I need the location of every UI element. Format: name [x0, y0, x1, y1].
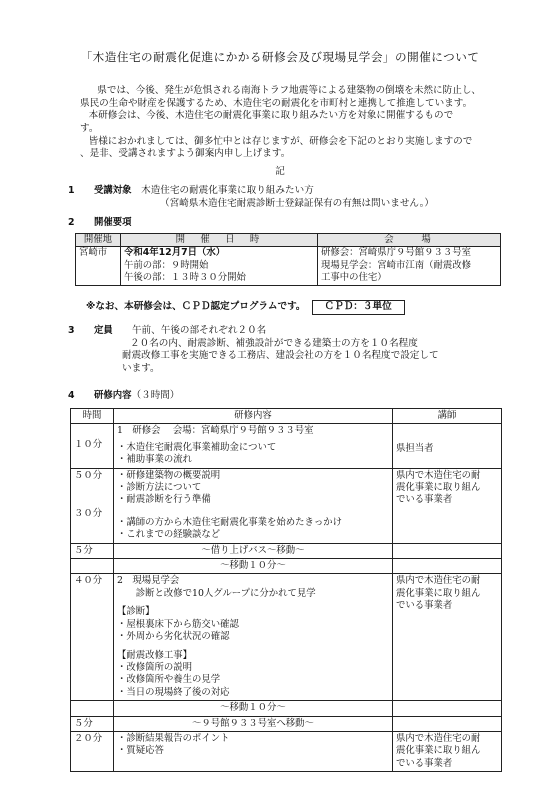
lecturer-value: 県担当者	[396, 443, 434, 455]
section-2-heading	[68, 217, 132, 229]
lecturer-line: 県内で木造住宅の耐	[396, 732, 481, 744]
section-1	[68, 185, 508, 210]
col-header: 時間	[71, 409, 114, 424]
section-heading: 研修内容	[94, 390, 132, 401]
cpd-note: ※なお、本研修会は、ＣＰＤ認定プログラムです。	[86, 301, 306, 312]
col-header: 開 催 日 時	[121, 234, 318, 247]
lecturer-line: でいる事業者	[396, 757, 453, 769]
col-header: 会 場	[318, 234, 501, 247]
intro-line: 本研修会は、今後、木造住宅の耐震化事業に取り組みたい方を対象に開催するもので	[88, 110, 454, 122]
event-table	[75, 233, 501, 286]
program-line: 【診断】	[117, 606, 155, 618]
time-cell	[71, 424, 114, 468]
event-date: 令和4年12月7日（水）	[124, 247, 226, 259]
program-line: 1 研修会 会場：宮崎県庁９号館９３３号室	[117, 425, 314, 437]
table-row	[71, 716, 502, 731]
event-am: 午前の部：９時開始	[124, 259, 209, 271]
program-line: ・診断方法について	[117, 482, 202, 494]
program-line: ・補助事業の流れ	[117, 454, 193, 466]
content-cell	[114, 468, 393, 543]
event-pm: 午後の部：１３時３０分開始	[124, 272, 246, 284]
time-cell: ２０分	[71, 731, 114, 771]
intro-line: 県では、今後、発生が危惧される南海トラフ地震等による建築物の倒壊を未然に防止し、	[97, 85, 482, 96]
lecturer-cell	[393, 424, 502, 468]
content-cell: ～借り上げバス～移動～	[114, 543, 393, 558]
section-heading: 受講対象	[94, 185, 132, 196]
program-line: ・これまでの経験談など	[117, 529, 221, 541]
table-row	[71, 559, 502, 574]
program-line: ・講師の方から木造住宅耐震化事業を始めたきっかけ	[117, 516, 343, 528]
ki-heading: 記	[275, 166, 285, 177]
lecturer-line: でいる事業者	[396, 600, 453, 612]
program-line: 2 現場見学会	[117, 575, 180, 587]
lecturer-line: 県内で木造住宅の耐	[396, 575, 481, 587]
time-value: ５０分	[74, 469, 103, 481]
time-cell: ４０分	[71, 574, 114, 701]
section-number: 3	[68, 325, 75, 336]
time-value: １０分	[74, 439, 103, 451]
time-cell	[71, 559, 114, 574]
table-row	[71, 543, 502, 558]
table-row	[71, 424, 502, 468]
section-3	[68, 325, 508, 376]
program-line: ・質疑応答	[117, 745, 164, 757]
content-cell	[114, 731, 393, 771]
section-note: （宮崎県木造住宅耐震診断士登録証保有の有無は問いません。）	[160, 197, 434, 209]
program-line: 【耐震改修工事】	[117, 649, 193, 661]
program-line: 診断と改修で10人グループに分かれて見学	[117, 587, 316, 599]
capacity-line: 午前、午後の部それぞれ２０名	[131, 325, 267, 336]
lecturer-cell	[393, 731, 502, 771]
page-title: 「木造住宅の耐震化促進にかかる研修会及び現場見学会」の開催について	[80, 50, 480, 64]
lecturer-line: 震化事業に取り組ん	[396, 745, 481, 757]
content-cell: ～９号館９３３号室へ移動～	[114, 716, 393, 731]
lecturer-line: 県内で木造住宅の耐	[396, 469, 481, 481]
section-number: 4	[68, 390, 75, 401]
content-cell	[114, 574, 393, 701]
time-cell	[71, 701, 114, 716]
section-subheading: （３時間）	[131, 390, 180, 401]
program-line: ・当日の現場終了後の対応	[117, 686, 230, 698]
section-number: 1	[68, 185, 75, 196]
program-line: ・木造住宅耐震化事業補助金について	[117, 441, 277, 453]
time-cell: ５分	[71, 543, 114, 558]
lecturer-cell	[393, 543, 502, 558]
program-table	[70, 408, 502, 772]
venue-line: 工事中の住宅）	[321, 272, 387, 284]
section-number: 2	[68, 217, 75, 228]
lecturer-line: でいる事業者	[396, 494, 453, 506]
content-cell	[114, 424, 393, 468]
intro-line: す。	[80, 122, 99, 134]
program-line: ・耐震診断を行う準備	[117, 494, 211, 506]
table-row	[71, 468, 502, 543]
program-line: ・改修箇所や養生の見学	[117, 674, 221, 686]
intro-line: 、是非、受講されますよう御案内申し上げます。	[80, 148, 291, 160]
time-cell: ５分	[71, 716, 114, 731]
lecturer-cell	[393, 574, 502, 701]
lecturer-line: 震化事業に取り組ん	[396, 482, 481, 494]
table-row	[71, 701, 502, 716]
section-heading: 定員	[94, 325, 113, 336]
lecturer-cell	[393, 701, 502, 716]
program-line: ・改修箇所の説明	[117, 661, 193, 673]
content-cell: ～移動１０分～	[114, 701, 393, 716]
time-cell	[71, 468, 114, 543]
lecturer-cell	[393, 468, 502, 543]
intro-line: 皆様におかれましては、御多忙中とは存じますが、研修会を下記のとおり実施しますので	[88, 135, 473, 147]
program-line: ・診断結果報告のポイント	[117, 732, 230, 744]
lecturer-line: 震化事業に取り組ん	[396, 587, 481, 599]
intro-line: 県民の生命や財産を保護するため、木造住宅の耐震化を市町村と連携して推進しています。	[80, 97, 473, 109]
col-header: 講師	[393, 409, 502, 424]
program-line: ・屋根裏床下から筋交い確認	[117, 618, 239, 630]
event-place: 宮崎市	[76, 247, 121, 285]
section-4-heading	[68, 390, 179, 403]
section-heading: 開催要項	[94, 217, 132, 228]
program-line: ・外周から劣化状況の確認	[117, 631, 230, 643]
lecturer-cell	[393, 716, 502, 731]
content-cell: ～移動１０分～	[114, 559, 393, 574]
time-value: ３０分	[74, 508, 103, 520]
capacity-line: 耐震改修工事を実施できる工務店、建設会社の方を１０名程度で設定して	[122, 350, 439, 362]
cpd-badge: ＣＰＤ：３単位	[312, 300, 405, 315]
table-row	[71, 731, 502, 771]
table-row	[71, 574, 502, 701]
venue-line: 現場見学会：宮崎市江南（耐震改修	[321, 259, 472, 271]
program-line: ・研修建築物の概要説明	[117, 469, 221, 481]
venue-line: 研修会：宮崎県庁９号館９３３号室	[321, 247, 472, 259]
lecturer-cell	[393, 559, 502, 574]
col-header: 開催地	[76, 234, 121, 247]
capacity-line: ２０名の内、耐震診断、補強設計ができる建築士の方を１０名程度	[130, 337, 418, 349]
capacity-line: います。	[122, 362, 160, 374]
col-header: 研修内容	[114, 409, 393, 424]
intro-paragraph	[80, 85, 510, 161]
section-text: 木造住宅の耐震化事業に取り組みたい方	[141, 185, 314, 196]
cpd-note-row	[86, 300, 405, 315]
